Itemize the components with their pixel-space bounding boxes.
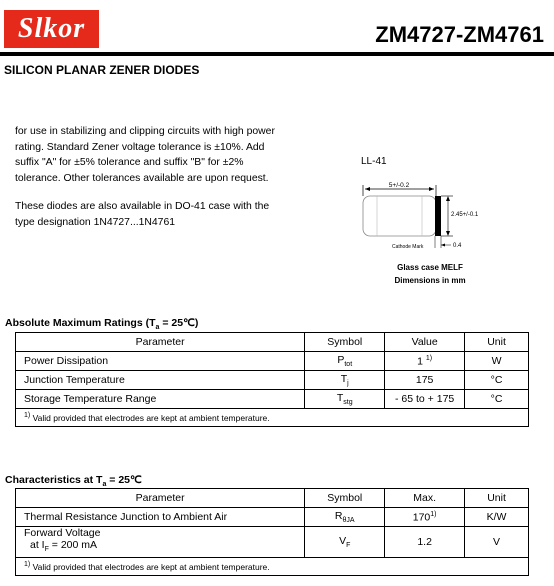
description-paragraph-2: These diodes are also available in DO-41 case with the type designation 1N4727...1N4761 — [15, 201, 270, 228]
table-row — [16, 508, 529, 527]
symbol-cell: $P_{tot}$ — [305, 352, 385, 371]
value-cell: 175 — [385, 371, 465, 390]
part-number-title: ZM4727-ZM4761 — [375, 22, 544, 47]
symbol-cell: $R_{\theta JA}$ — [305, 508, 385, 527]
description-paragraph-1: for use in stabilizing and clipping circuits with high power rating. Standard Zener voltage tolerance is ±10%. Add suffix "A" for ±5% tolerance and suffix "B" for ±2% tolerance. Other tolerances available are upon request. — [15, 126, 275, 184]
description — [15, 124, 290, 243]
unit-cell: W — [465, 352, 529, 371]
package-name: LL-41 — [361, 156, 387, 167]
header-divider — [0, 52, 554, 56]
value-cell: 170$^{1)}$ — [385, 508, 465, 527]
column-header: Value — [385, 333, 465, 352]
brand-logo — [4, 10, 99, 48]
length-dimension-label: 5+/-0.2 — [388, 182, 410, 189]
characteristics-header-row — [16, 489, 529, 508]
unit-cell: K/W — [465, 508, 529, 527]
diameter-dimension-label: 2.45+/-0.1 — [451, 212, 479, 218]
table-note-row — [16, 409, 529, 427]
unit-cell: V — [465, 527, 529, 558]
value-cell: 1.2 — [385, 527, 465, 558]
parameter-cell: Junction Temperature — [16, 371, 305, 390]
ratings-table — [15, 332, 529, 427]
characteristics-table-title: Characteristics at $T_a$ = 25℃ — [5, 474, 142, 489]
table-footnote: $^{1)}$ Valid provided that electrodes are kept at ambient temperature. — [16, 409, 529, 427]
column-header: Unit — [465, 333, 529, 352]
band-dimension-label: 0.4 — [453, 243, 462, 249]
table-row — [16, 352, 529, 371]
table-row — [16, 390, 529, 409]
case-label: Glass case MELF — [397, 263, 463, 272]
unit-cell: °C — [465, 390, 529, 409]
cathode-mark-label: Cathode Mark — [392, 244, 424, 250]
column-header: Max. — [385, 489, 465, 508]
symbol-cell: $T_j$ — [305, 371, 385, 390]
ratings-header-row — [16, 333, 529, 352]
cathode-band — [435, 196, 441, 236]
package-diagram — [355, 176, 530, 256]
table-footnote: $^{1)}$ Valid provided that electrodes are kept at ambient temperature. — [16, 558, 529, 576]
column-header: Symbol — [305, 489, 385, 508]
table-note-row — [16, 558, 529, 576]
characteristics-table — [15, 488, 529, 576]
symbol-cell: $V_F$ — [305, 527, 385, 558]
table-row — [16, 371, 529, 390]
dimensions-label: Dimensions in mm — [394, 276, 466, 285]
unit-cell: °C — [465, 371, 529, 390]
table-row — [16, 527, 529, 558]
column-header: Parameter — [16, 333, 305, 352]
parameter-cell: Forward Voltage at $I_F = 200$ mA — [16, 527, 305, 558]
parameter-cell: Thermal Resistance Junction to Ambient Air — [16, 508, 305, 527]
column-header: Symbol — [305, 333, 385, 352]
value-cell: - 65 to + 175 — [385, 390, 465, 409]
diode-body — [363, 196, 436, 236]
parameter-cell: Power Dissipation — [16, 352, 305, 371]
ratings-table-title: Absolute Maximum Ratings ($T_a$ = 25℃) — [5, 317, 199, 332]
parameter-cell: Storage Temperature Range — [16, 390, 305, 409]
column-header: Unit — [465, 489, 529, 508]
document-subtitle: SILICON PLANAR ZENER DIODES — [4, 63, 200, 77]
symbol-cell: $T_{stg}$ — [305, 390, 385, 409]
column-header: Parameter — [16, 489, 305, 508]
value-cell: 1 $^{1)}$ — [385, 352, 465, 371]
brand-logo-text: Slkor — [17, 13, 86, 44]
